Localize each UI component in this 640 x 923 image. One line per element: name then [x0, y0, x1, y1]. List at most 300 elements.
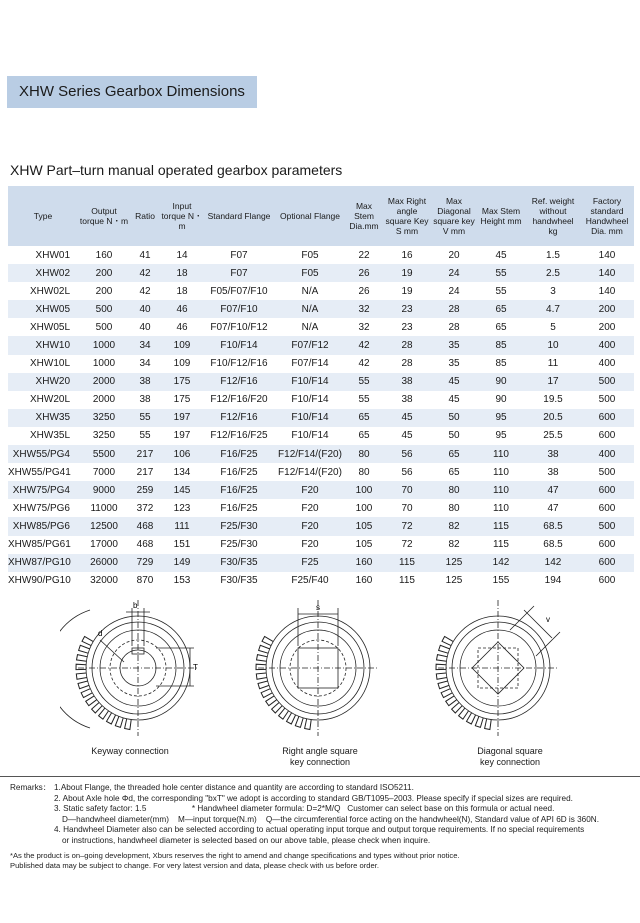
table-cell: 125	[432, 554, 476, 572]
table-cell: 28	[448, 321, 460, 333]
gear-tooth	[79, 645, 90, 653]
table-cell: 19	[401, 285, 413, 297]
table-cell: 217	[136, 466, 154, 478]
table-cell: 18	[176, 285, 188, 297]
table-cell: 55	[476, 264, 526, 282]
table-cell: F25/F40	[291, 575, 329, 587]
table-cell: F25/F30	[204, 517, 274, 535]
table-cell: 34	[139, 358, 151, 370]
table-cell: 50	[448, 430, 460, 442]
table-cell: XHW10	[8, 336, 78, 354]
square-caption-2: key connection	[289, 757, 351, 767]
table-cell: 70	[382, 481, 432, 499]
table-row	[8, 427, 634, 445]
table-cell: 85	[476, 336, 526, 354]
table-cell: 500	[580, 517, 634, 535]
table-cell: 65	[432, 445, 476, 463]
table-cell: 42	[346, 336, 382, 354]
table-cell: 100	[355, 502, 373, 514]
table-cell: F16/F25	[220, 466, 258, 478]
table-cell: 16	[401, 249, 413, 261]
table-cell: 111	[160, 517, 204, 535]
table-cell: N/A	[301, 321, 319, 333]
table-cell: 1000	[78, 336, 130, 354]
table-cell: 372	[136, 502, 154, 514]
table-cell: F12/F16	[204, 373, 274, 391]
table-cell: F10/F14	[274, 409, 346, 427]
column-header: Type	[8, 186, 78, 246]
table-cell: 1.5	[546, 249, 560, 261]
table-cell: 4.7	[526, 300, 580, 318]
remark-line-4: D—handwheel diameter(mm) M—input torque(N.m) Q—the circumferential force acting on the handwheel(N), Standard value of API 6D is 360N.	[62, 814, 599, 824]
table-cell: 47	[547, 502, 559, 514]
table-cell: 46	[160, 300, 204, 318]
table-cell: 160	[346, 554, 382, 572]
table-cell: XHW20L	[29, 394, 70, 406]
gear-tooth	[305, 719, 312, 730]
remark-line-1: 1.About Flange, the threaded hole center distance and quantity are according to standard ISO5211.	[54, 783, 414, 792]
table-cell: 400	[580, 336, 634, 354]
table-cell: 100	[346, 481, 382, 499]
table-cell: 20.5	[526, 409, 580, 427]
table-cell: F07/F14	[291, 358, 329, 370]
table-cell: 19.5	[543, 394, 563, 406]
table-cell: XHW02L	[29, 285, 70, 297]
table-cell: F07/F10	[204, 300, 274, 318]
table-cell: F10/F14	[204, 336, 274, 354]
table-cell: 197	[160, 409, 204, 427]
table-cell: 26000	[78, 554, 130, 572]
table-cell: 105	[346, 517, 382, 535]
table-cell: 194	[544, 575, 562, 587]
table-row	[8, 554, 634, 572]
table-cell: 38	[139, 394, 151, 406]
table-cell: 14	[176, 249, 188, 261]
table-row	[8, 300, 634, 318]
table-cell: 175	[160, 373, 204, 391]
table-cell: XHW05	[8, 300, 78, 318]
table-cell: 18	[160, 264, 204, 282]
label-T: T	[193, 663, 198, 672]
table-cell: 500	[598, 466, 616, 478]
column-header: Optional Flange	[274, 186, 346, 246]
table-cell: 140	[598, 249, 616, 261]
table-row	[8, 517, 634, 535]
table-row	[8, 373, 634, 391]
table-cell: XHW90/PG10	[8, 575, 71, 587]
table-cell: 149	[160, 554, 204, 572]
table-cell: F05	[301, 249, 319, 261]
table-cell: F20	[301, 502, 319, 514]
table-row	[8, 336, 634, 354]
table-cell: 109	[160, 336, 204, 354]
table-cell: 46	[176, 321, 188, 333]
table-cell: 11000	[90, 502, 118, 514]
table-cell: 200	[598, 321, 616, 333]
table-cell: 17	[526, 373, 580, 391]
table-cell: F10/F14	[274, 373, 346, 391]
table-cell: F12/F14/(F20)	[278, 466, 342, 478]
column-header: Ratio	[130, 186, 160, 246]
table-cell: 12500	[78, 517, 130, 535]
table-cell: F16/F25	[204, 445, 274, 463]
gear-tooth	[256, 664, 266, 669]
table-cell: 68.5	[526, 517, 580, 535]
table-row	[8, 481, 634, 499]
table-cell: 400	[580, 445, 634, 463]
table-cell: 106	[160, 445, 204, 463]
table-cell: 40	[130, 300, 160, 318]
table-cell: 28	[382, 336, 432, 354]
table-cell: 45	[495, 249, 507, 261]
column-header: Factory standard Handwheel Dia. mm	[580, 186, 634, 246]
table-cell: 123	[173, 502, 191, 514]
table-cell: F07	[204, 264, 274, 282]
table-cell: 115	[382, 554, 432, 572]
table-cell: 468	[136, 539, 154, 551]
table-cell: F16/F25	[204, 481, 274, 499]
table-cell: 600	[580, 481, 634, 499]
table-cell: 197	[173, 430, 191, 442]
table-cell: 38	[526, 445, 580, 463]
table-cell: 55	[346, 373, 382, 391]
column-header: Max Stem Height mm	[476, 186, 526, 246]
gear-tooth	[257, 655, 268, 662]
table-cell: 45	[382, 409, 432, 427]
table-cell: XHW01	[35, 249, 70, 261]
gear-tooth	[437, 655, 448, 662]
table-cell: 870	[136, 575, 154, 587]
table-cell: 70	[401, 502, 413, 514]
table-cell: 200	[580, 300, 634, 318]
column-header: Max Diagonal square key V mm	[432, 186, 476, 246]
column-header: Input torque N・m	[160, 186, 204, 246]
remarks-label: Remarks：	[10, 783, 51, 792]
table-cell: 110	[476, 481, 526, 499]
table-cell: 109	[173, 358, 191, 370]
table-cell: XHW85/PG6	[8, 517, 78, 535]
table-cell: 500	[598, 394, 616, 406]
table-cell: 56	[401, 466, 413, 478]
table-cell: 600	[580, 554, 634, 572]
gear-tooth	[436, 664, 446, 669]
table-cell: 160	[95, 249, 113, 261]
gear-tooth	[115, 716, 123, 727]
table-cell: 115	[476, 517, 526, 535]
table-cell: 110	[493, 502, 509, 514]
table-cell: 600	[598, 430, 616, 442]
table-cell: 95	[476, 409, 526, 427]
table-cell: F12/F16/F20	[210, 394, 268, 406]
table-cell: 3250	[78, 409, 130, 427]
table-cell: 600	[598, 539, 616, 551]
table-cell: 25.5	[543, 430, 563, 442]
table-cell: F12/F16/F25	[210, 430, 268, 442]
label-b: b	[133, 601, 138, 610]
gear-tooth	[295, 716, 303, 727]
gear-tooth	[256, 673, 267, 679]
table-cell: F20	[301, 539, 319, 551]
table-cell: 35	[432, 336, 476, 354]
table-cell: XHW35L	[29, 430, 70, 442]
table-cell: F07/F10/F12	[210, 321, 268, 333]
column-header: Output torque N・m	[78, 186, 130, 246]
table-cell: 24	[448, 285, 460, 297]
remark-line-3: 3. Static safety factor: 1.5 * Handwheel diameter formula: D=2*M/Q Customer can select base on this formula or actual need.	[54, 804, 555, 813]
table-cell: 142	[526, 554, 580, 572]
table-cell: 140	[598, 285, 616, 297]
table-row	[8, 463, 634, 481]
table-cell: 40	[139, 321, 151, 333]
label-d: d	[98, 629, 103, 638]
table-cell: XHW55/PG4	[8, 445, 78, 463]
table-cell: XHW87/PG10	[8, 554, 78, 572]
table-cell: 38	[547, 466, 559, 478]
table-subtitle: XHW Part–turn manual operated gearbox parameters	[10, 162, 343, 178]
table-cell: 134	[173, 466, 191, 478]
table-cell: 38	[401, 394, 413, 406]
table-cell: F10/F14	[291, 394, 329, 406]
table-row	[8, 536, 634, 554]
column-header: Ref. weight without handwheel kg	[526, 186, 580, 246]
table-cell: 110	[493, 466, 509, 478]
table-cell: 217	[130, 445, 160, 463]
table-cell: F30/F35	[204, 554, 274, 572]
table-cell: 5	[550, 321, 556, 333]
gear-tooth	[76, 664, 86, 669]
table-cell: F12/F16	[204, 409, 274, 427]
remark-line-6: or instructions, handwheel diameter is selected based on our above table, please check when inquire.	[62, 835, 431, 845]
square-caption-1: Right angle square	[282, 746, 358, 756]
table-cell: 155	[492, 575, 510, 587]
table-row	[8, 355, 634, 373]
table-cell: XHW75/PG6	[12, 502, 70, 514]
table-cell: 153	[173, 575, 191, 587]
table-cell: 65	[448, 466, 460, 478]
table-cell: 200	[95, 285, 113, 297]
table-cell: 3	[550, 285, 556, 297]
table-cell: 7000	[92, 466, 116, 478]
table-cell: 82	[448, 539, 460, 551]
remark-line-2: 2. About Axle hole Φd, the corresponding "bxT" we adopt is according to standard GB/T1095–2003. Please specify if special sizes are required.	[54, 793, 573, 803]
table-cell: 72	[401, 539, 413, 551]
diagonal-caption-2: key connection	[479, 757, 541, 767]
remarks-block	[10, 783, 630, 846]
table-cell: 38	[382, 373, 432, 391]
table-cell: 38	[130, 373, 160, 391]
table-cell: 2.5	[526, 264, 580, 282]
table-cell: 42	[139, 285, 151, 297]
label-v: v	[546, 615, 550, 624]
table-cell: 259	[130, 481, 160, 499]
table-cell: 2000	[92, 394, 116, 406]
remark-line-5: 4. Handwheel Diameter also can be selected according to actual operating input torque and output torque requirements. If no special requirements	[54, 825, 585, 834]
table-row	[8, 391, 634, 409]
table-row	[8, 246, 634, 264]
table-cell: 600	[580, 409, 634, 427]
table-cell: 600	[598, 502, 616, 514]
diagonal-caption-1: Diagonal square	[477, 746, 543, 756]
table-cell: N/A	[301, 285, 319, 297]
divider	[0, 776, 640, 777]
table-cell: 2000	[78, 373, 130, 391]
table-cell: XHW05L	[29, 321, 70, 333]
table-cell: 125	[445, 575, 463, 587]
table-cell: 55	[358, 394, 370, 406]
column-header: Max Right angle square Key S mm	[382, 186, 432, 246]
table-cell: 26	[358, 285, 370, 297]
table-cell: F16/F25	[220, 502, 258, 514]
table-cell: 3250	[92, 430, 116, 442]
table-cell: 95	[495, 430, 507, 442]
table-cell: 80	[346, 445, 382, 463]
table-row	[8, 282, 634, 300]
table-cell: 68.5	[543, 539, 563, 551]
table-cell: N/A	[274, 300, 346, 318]
table-row	[8, 572, 634, 590]
table-cell: 17000	[90, 539, 118, 551]
table-cell: 145	[160, 481, 204, 499]
table-row	[8, 264, 634, 282]
table-header-row	[8, 186, 634, 246]
table-cell: F05	[274, 264, 346, 282]
table-cell: 24	[432, 264, 476, 282]
table-cell: 110	[476, 445, 526, 463]
table-cell: F20	[274, 481, 346, 499]
table-cell: 1000	[92, 358, 116, 370]
table-cell: 468	[130, 517, 160, 535]
table-cell: 9000	[78, 481, 130, 499]
gear-tooth	[475, 716, 483, 727]
table-cell: 5500	[78, 445, 130, 463]
table-cell: F20	[274, 517, 346, 535]
table-cell: 80	[448, 502, 460, 514]
column-header: Max Stem Dia.mm	[346, 186, 382, 246]
gear-tooth	[259, 645, 270, 653]
table-cell: 32	[358, 321, 370, 333]
table-cell: 115	[399, 575, 415, 587]
table-cell: 65	[358, 430, 370, 442]
square-key-diagram	[240, 600, 390, 740]
footnote-line-1: *As the product is on–going development, Xburs reserves the right to amend and change specifications and types without prior notice.	[10, 851, 460, 860]
table-cell: F05/F07/F10	[210, 285, 268, 297]
table-cell: 500	[95, 321, 113, 333]
table-cell: F30/F35	[220, 575, 258, 587]
table-cell: 65	[476, 300, 526, 318]
footnote	[10, 851, 630, 871]
table-cell: 85	[495, 358, 507, 370]
table-cell: 47	[526, 481, 580, 499]
table-cell: 90	[476, 373, 526, 391]
table-cell: 19	[382, 264, 432, 282]
table-cell: 151	[173, 539, 191, 551]
table-cell: XHW10L	[29, 358, 70, 370]
gear-tooth	[76, 673, 87, 679]
gear-tooth	[258, 681, 269, 689]
table-cell: 115	[493, 539, 509, 551]
table-cell: 32000	[90, 575, 118, 587]
table-cell: 41	[139, 249, 151, 261]
table-cell: 35	[448, 358, 460, 370]
table-cell: XHW02	[8, 264, 78, 282]
table-cell: 11	[547, 358, 559, 370]
table-cell: 65	[495, 321, 507, 333]
table-cell: 175	[173, 394, 191, 406]
table-cell: 28	[432, 300, 476, 318]
table-cell: 42	[130, 264, 160, 282]
table-cell: 34	[130, 336, 160, 354]
table-cell: 28	[401, 358, 413, 370]
table-row	[8, 499, 634, 517]
table-cell: 42	[358, 358, 370, 370]
gear-tooth	[438, 681, 449, 689]
table-cell: F12/F14/(F20)	[274, 445, 346, 463]
table-cell: 105	[355, 539, 373, 551]
table-cell: 55	[130, 409, 160, 427]
table-cell: 80	[358, 466, 370, 478]
gear-tooth	[436, 673, 447, 679]
table-cell: F10/F14	[291, 430, 329, 442]
table-cell: 56	[382, 445, 432, 463]
table-cell: XHW85/PG61	[8, 539, 71, 551]
label-s: s	[316, 603, 320, 612]
section-header: XHW Series Gearbox Dimensions	[7, 76, 257, 108]
table-cell: 160	[355, 575, 373, 587]
table-cell: XHW75/PG4	[8, 481, 78, 499]
table-cell: XHW35	[8, 409, 78, 427]
table-cell: 400	[598, 358, 616, 370]
table-row	[8, 318, 634, 336]
table-cell: F07/F12	[274, 336, 346, 354]
gear-tooth	[125, 719, 132, 730]
table-cell: 500	[78, 300, 130, 318]
table-cell: F25/F30	[220, 539, 258, 551]
keyway-caption: Keyway connection	[91, 746, 169, 756]
diagonal-key-diagram	[420, 600, 570, 740]
table-cell: F25	[274, 554, 346, 572]
table-cell: 10	[526, 336, 580, 354]
gear-tooth	[78, 681, 89, 689]
footnote-line-2: Published data may be subject to change. For very latest version and data, please check with us before order.	[10, 860, 379, 870]
gearbox-parameters-table	[8, 186, 634, 590]
table-row	[8, 445, 634, 463]
table-cell: 20	[448, 249, 460, 261]
column-header: Standard Flange	[204, 186, 274, 246]
keyway-connection-diagram	[60, 600, 210, 740]
table-cell: 45	[448, 394, 460, 406]
gear-tooth	[485, 719, 492, 730]
table-cell: 55	[139, 430, 151, 442]
table-cell: F10/F12/F16	[210, 358, 268, 370]
table-cell: 140	[580, 264, 634, 282]
table-cell: 65	[346, 409, 382, 427]
table-cell: 142	[476, 554, 526, 572]
table-cell: 55	[495, 285, 507, 297]
table-cell: F07	[230, 249, 248, 261]
table-cell: XHW20	[8, 373, 78, 391]
table-cell: 80	[432, 481, 476, 499]
table-cell: 500	[580, 373, 634, 391]
table-cell: 82	[432, 517, 476, 535]
table-cell: 32	[346, 300, 382, 318]
table-cell: 200	[78, 264, 130, 282]
table-cell: 23	[401, 321, 413, 333]
table-cell: 45	[401, 430, 413, 442]
table-cell: 600	[598, 575, 616, 587]
table-cell: XHW55/PG41	[8, 466, 71, 478]
table-row	[8, 409, 634, 427]
table-cell: 23	[382, 300, 432, 318]
